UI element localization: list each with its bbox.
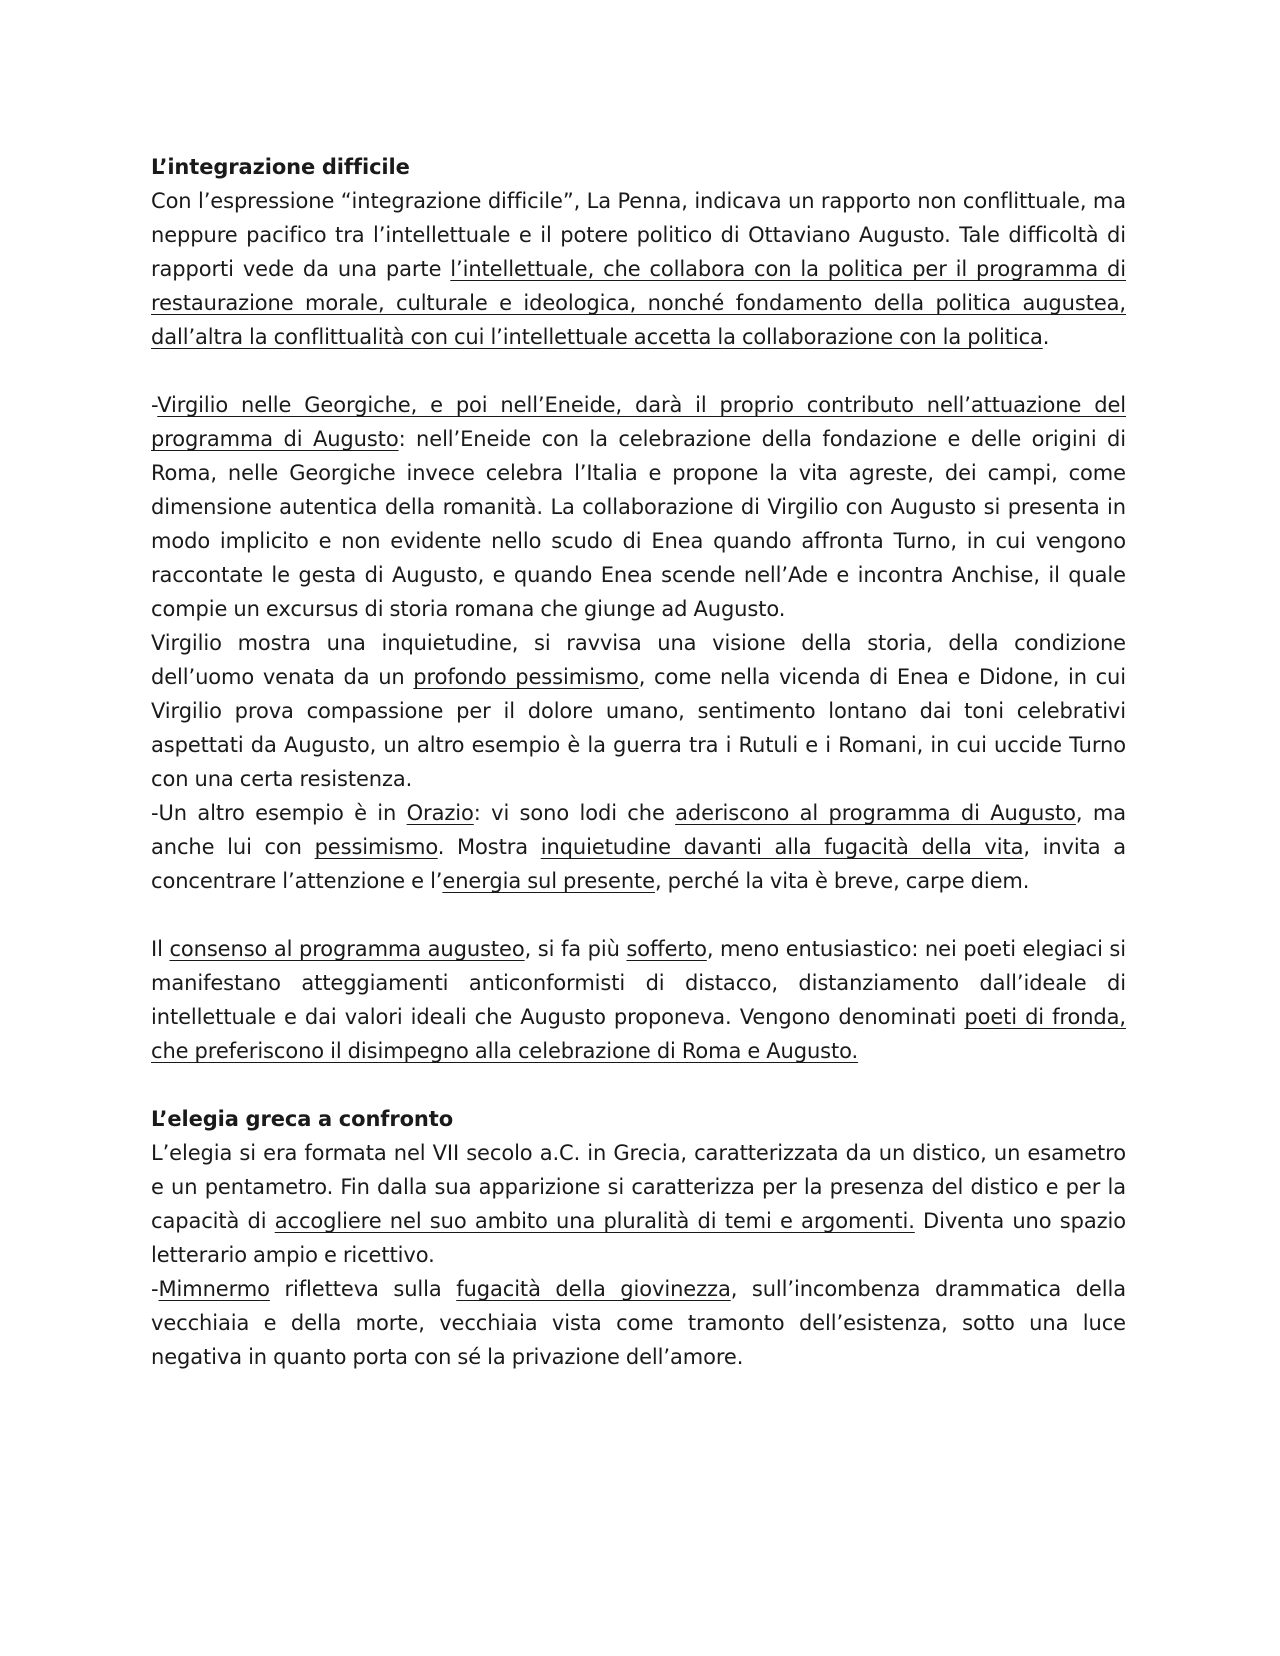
underlined-text: Virgilio nelle Georgiche, e poi nell’Eneide, darà il proprio contributo nell’attuazione del programma di Augusto: [151, 393, 1126, 451]
paragraph: [151, 1272, 1126, 1374]
text-run: .: [1042, 325, 1050, 349]
text-run: : vi sono lodi che: [473, 801, 676, 825]
text-run: Il: [151, 937, 170, 961]
paragraph: [151, 388, 1126, 626]
paragraph: [151, 796, 1126, 898]
underlined-text: energia sul presente: [442, 869, 656, 893]
text-run: , ma anche lui con: [151, 801, 1126, 859]
blank-line: [151, 898, 1126, 932]
underlined-text: aderiscono al programma di Augusto: [675, 801, 1076, 825]
section-heading: L’elegia greca a confronto: [151, 1107, 454, 1131]
text-run: : nell’Eneide con la celebrazione della fondazione e delle origini di Roma, nelle Georgiche invece celebra l’Italia e propone la vita agreste, dei campi, come dimensione autentica della romanità. La collaborazione di Virgilio con Augusto si presenta in modo implicito e non evidente nello scudo di Enea quando affronta Turno, in cui vengono raccontate le gesta di Augusto, e quando Enea scende nell’Ade e incontra Anchise, il quale compie un excursus di storia romana che giunge ad Augusto.: [151, 427, 1126, 621]
text-run: , perché la vita è breve, carpe diem.: [655, 869, 1030, 893]
section-heading: L’integrazione difficile: [151, 155, 410, 179]
document-page: [151, 150, 1126, 1374]
text-run: L’elegia si era formata nel VII secolo a.C. in Grecia, caratterizzata da un distico, un esametro e un pentametro. Fin dalla sua apparizione si caratterizza per la presenza del distico e per la capacità di: [151, 1141, 1126, 1233]
paragraph: [151, 932, 1126, 1068]
underlined-text: Mimnermo: [158, 1277, 270, 1301]
text-run: Con l’espressione “integrazione difficile”, La Penna, indicava un rapporto non conflittuale, ma neppure pacifico tra l’intellettuale e il potere politico di Ottaviano Augusto. Tale difficoltà di rapporti vede da una parte: [151, 189, 1126, 281]
underlined-text: Orazio: [406, 801, 474, 825]
text-run: -: [151, 1277, 159, 1301]
underlined-text: poeti di fronda, che preferiscono il disimpegno alla celebrazione di Roma e Augusto.: [151, 1005, 1126, 1063]
underlined-text: inquietudine davanti alla fugacità della vita: [540, 835, 1024, 859]
blank-line: [151, 1068, 1126, 1102]
blank-line: [151, 354, 1126, 388]
underlined-text: accogliere nel suo ambito una pluralità di temi e argomenti.: [274, 1209, 915, 1233]
text-run: Diventa uno spazio letterario ampio e ricettivo.: [151, 1209, 1126, 1267]
underlined-text: consenso al programma augusteo: [169, 937, 525, 961]
underlined-text: pessimismo: [314, 835, 438, 859]
underlined-text: sofferto: [626, 937, 707, 961]
text-run: -: [151, 393, 158, 417]
paragraph: [151, 626, 1126, 796]
text-run: rifletteva sulla: [269, 1277, 457, 1301]
text-run: , come nella vicenda di Enea e Didone, in cui Virgilio prova compassione per il dolore umano, sentimento lontano dai toni celebrativi aspettati da Augusto, un altro esempio è la guerra tra i Rutuli e i Romani, in cui uccide Turno con una certa resistenza.: [151, 665, 1127, 791]
underlined-text: fugacità della giovinezza: [456, 1277, 731, 1301]
underlined-text: profondo pessimismo: [413, 665, 639, 689]
text-run: Virgilio mostra una inquietudine, si ravvisa una visione della storia, della condizione dell’uomo venata da un: [151, 631, 1126, 689]
text-run: , si fa più: [524, 937, 627, 961]
text-run: , sull’incombenza drammatica della vecchiaia e della morte, vecchiaia vista come tramonto dell’esistenza, sotto una luce negativa in quanto porta con sé la privazione dell’amore.: [151, 1277, 1126, 1369]
paragraph: [151, 184, 1126, 354]
underlined-text: l’intellettuale, che collabora con la politica per il programma di restaurazione morale, culturale e ideologica, nonché fondamento della politica augustea, dall’altra la conflittualità con cui l’intellettuale accetta la collaborazione con la politica: [151, 257, 1126, 349]
text-run: -Un altro esempio è in: [151, 801, 407, 825]
text-run: . Mostra: [437, 835, 541, 859]
text-run: , invita a concentrare l’attenzione e l’: [151, 835, 1126, 893]
paragraph: [151, 1136, 1126, 1272]
text-run: , meno entusiastico: nei poeti elegiaci si manifestano atteggiamenti anticonformisti di distacco, distanziamento dall’ideale di intellettuale e dai valori ideali che Augusto proponeva. Vengono denominati: [151, 937, 1126, 1029]
